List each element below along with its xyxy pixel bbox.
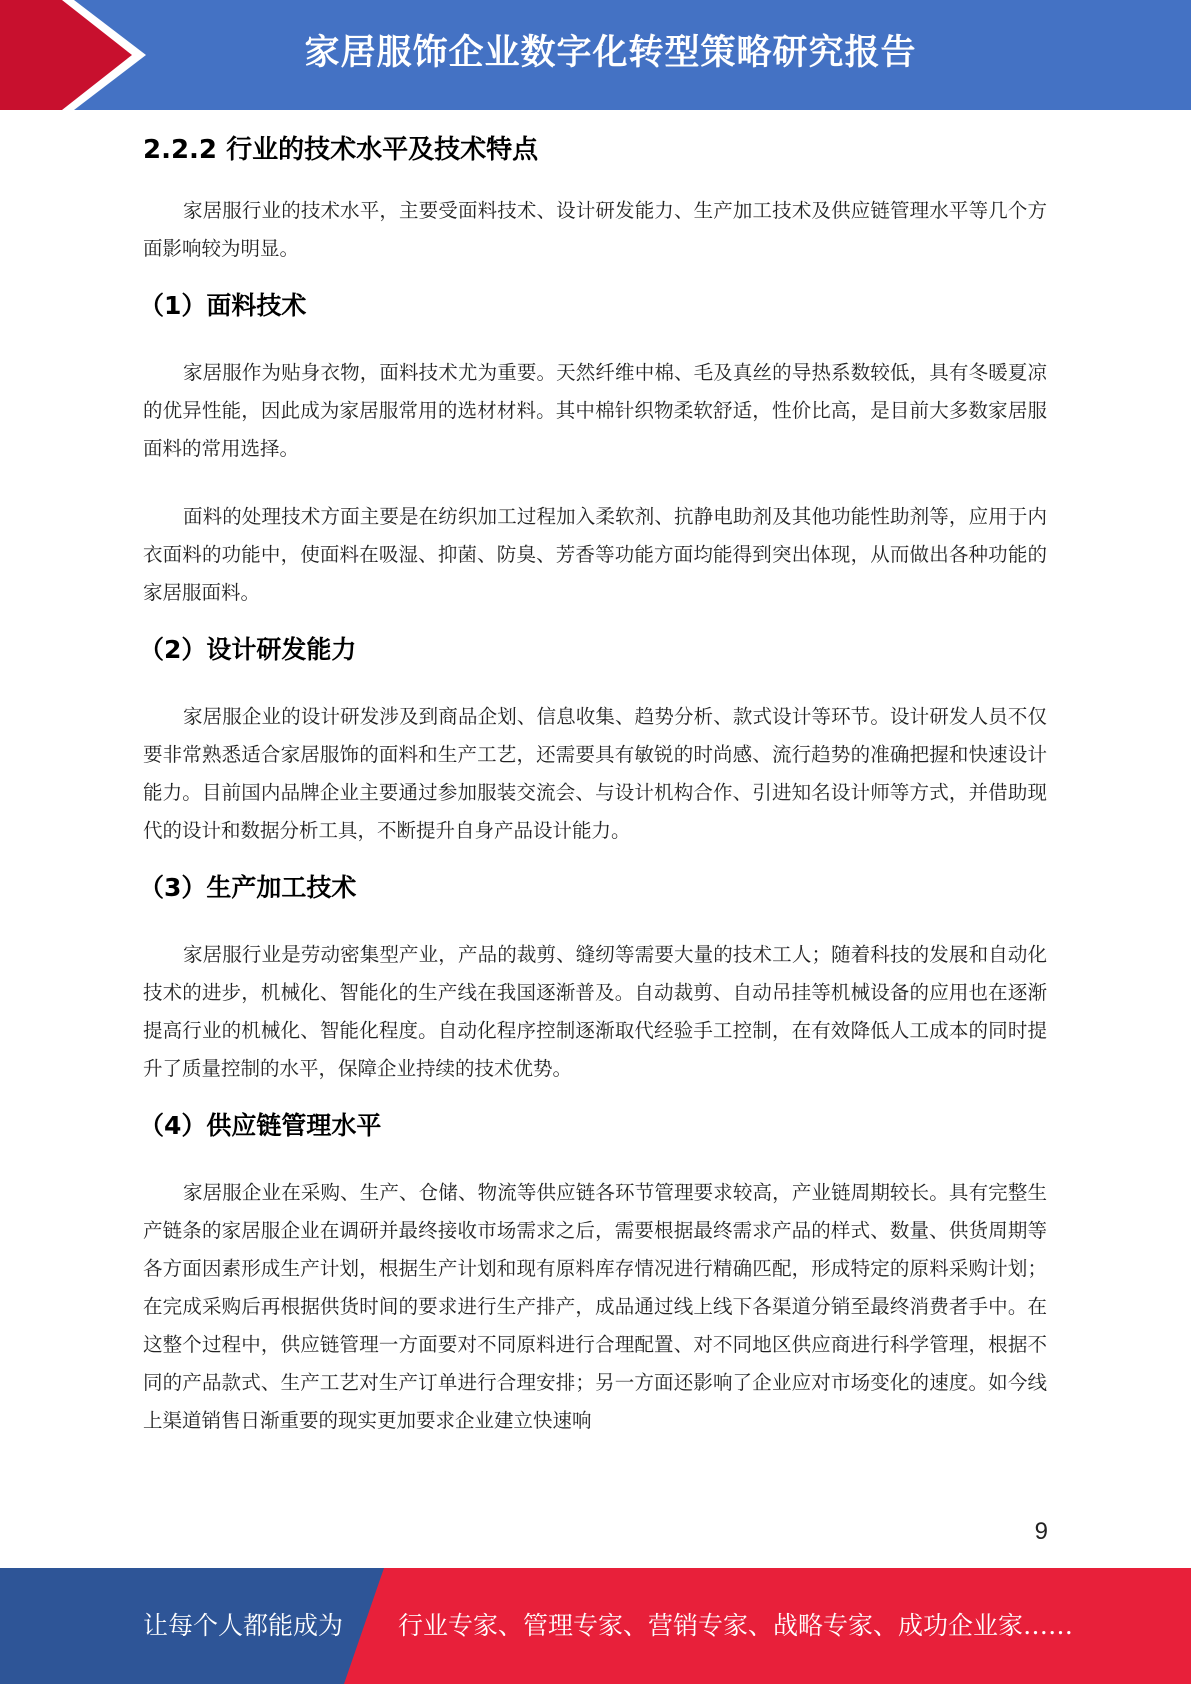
paragraph-design-1: 家居服企业的设计研发涉及到商品企划、信息收集、趋势分析、款式设计等环节。设计研发人员不仅要非常熟悉适合家居服饰的面料和生产工艺，还需要具有敏锐的时尚感、流行趋势的准确把握和快速设计能力。目前国内品牌企业主要通过参加服装交流会、与设计机构合作、引进知名设计师等方式，并借助现代的设计和数据分析工具，不断提升自身产品设计能力。 (143, 705, 1047, 842)
paragraph-production-1: 家居服行业是劳动密集型产业，产品的裁剪、缝纫等需要大量的技术工人；随着科技的发展和自动化技术的进步，机械化、智能化的生产线在我国逐渐普及。自动裁剪、自动吊挂等机械设备的应用也在逐渐提高行业的机械化、智能化程度。自动化程序控制逐渐取代经验手工控制，在有效降低人工成本的同时提升了质量控制的水平，保障企业持续的技术优势。 (143, 943, 1047, 1080)
footer-slogan-left: 让每个人都能成为 (143, 1611, 344, 1640)
report-title: 家居服饰企业数字化转型策略研究报告 (304, 33, 917, 73)
intro-paragraph: 家居服行业的技术水平，主要受面料技术、设计研发能力、生产加工技术及供应链管理水平等几个方面影响较为明显。 (143, 199, 1047, 260)
page-footer (0, 1568, 1191, 1684)
paragraph-supply-chain-1: 家居服企业在采购、生产、仓储、物流等供应链各环节管理要求较高，产业链周期较长。具有完整生产链条的家居服企业在调研并最终接收市场需求之后，需要根据最终需求产品的样式、数量、供货周期等各方面因素形成生产计划，根据生产计划和现有原料库存情况进行精确匹配，形成特定的原料采购计划；在完成采购后再根据供货时间的要求进行生产排产，成品通过线上线下各渠道分销至最终消费者手中。在这整个过程中，供应链管理一方面要对不同原料进行合理配置、对不同地区供应商进行科学管理，根据不同的产品款式、生产工艺对生产订单进行合理安排；另一方面还影响了企业应对市场变化的速度。如今线上渠道销售日渐重要的现实更加要求企业建立快速响 (143, 1181, 1047, 1432)
footer-slogan-right: 行业专家、管理专家、营销专家、战略专家、成功企业家…… (398, 1611, 1074, 1640)
subsection-heading-production: （3）生产加工技术 (139, 873, 357, 902)
section-heading: 2.2.2 行业的技术水平及技术特点 (143, 135, 539, 165)
paragraph-fabric-2: 面料的处理技术方面主要是在纺织加工过程加入柔软剂、抗静电助剂及其他功能性助剂等，应用于内衣面料的功能中，使面料在吸湿、抑菌、防臭、芳香等功能方面均能得到突出体现，从而做出各种功能的家居服面料。 (143, 505, 1047, 604)
subsection-heading-fabric: （1）面料技术 (139, 291, 307, 320)
subsection-heading-supply-chain: （4）供应链管理水平 (139, 1111, 382, 1140)
subsection-heading-design: （2）设计研发能力 (139, 635, 357, 664)
paragraph-fabric-1: 家居服作为贴身衣物，面料技术尤为重要。天然纤维中棉、毛及真丝的导热系数较低，具有冬暖夏凉的优异性能，因此成为家居服常用的选材材料。其中棉针织物柔软舒适，性价比高，是目前大多数家居服面料的常用选择。 (143, 361, 1047, 460)
page-content (139, 128, 1047, 1440)
page-number: 9 (1034, 1518, 1048, 1545)
page-header (0, 0, 1191, 110)
